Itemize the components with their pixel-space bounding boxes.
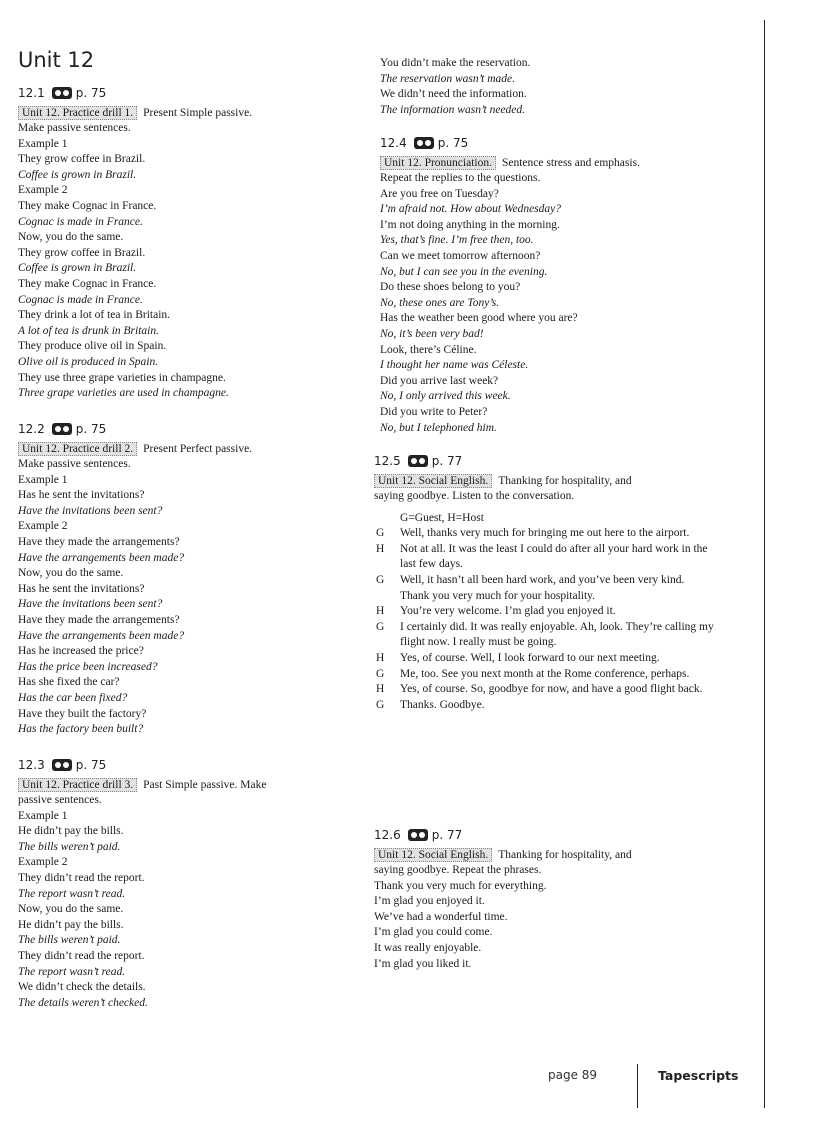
text-line: Yes, that’s fine. I’m free then, too. (380, 234, 534, 247)
text-line: I’m glad you enjoyed it. (374, 895, 485, 908)
page-edge-line (764, 20, 765, 1108)
track-line (374, 847, 714, 863)
text-line: Have they built the factory? (18, 707, 147, 720)
text-line: I’m not doing anything in the morning. (380, 218, 560, 231)
dialogue-turn (374, 682, 714, 698)
section-12-3-continued (380, 56, 720, 118)
text-line: They produce olive oil in Spain. (18, 340, 167, 353)
dialogue-turn (374, 651, 714, 667)
track-description: Present Perfect passive. (143, 443, 253, 455)
section-number: 12.2 (18, 422, 45, 436)
speaker-text: I certainly did. It was really enjoyable. Ah, look. They’re calling my flight now. I really must be going. (400, 620, 714, 649)
text-line: Now, you do the same. (18, 231, 124, 244)
track-line (18, 441, 358, 457)
dialogue-turn (374, 667, 714, 683)
text-line: He didn’t pay the bills. (18, 825, 124, 838)
speaker-text: Thanks. Goodbye. (400, 698, 485, 711)
footer-divider (637, 1064, 638, 1108)
text-line: He didn’t pay the bills. (18, 918, 124, 931)
page-number: page 89 (548, 1068, 598, 1082)
dialogue-turn (374, 573, 714, 604)
text-line: The report wasn’t read. (18, 965, 126, 978)
section-heading (18, 420, 358, 438)
text-line: They make Cognac in France. (18, 199, 157, 212)
text-line: Have the arrangements been made? (18, 551, 185, 564)
text-line: Cognac is made in France. (18, 293, 143, 306)
text-line: Have they made the arrangements? (18, 613, 180, 626)
text-line: Now, you do the same. (18, 567, 124, 580)
speaker-text: Yes, of course. So, goodbye for now, and have a good flight back. (400, 683, 703, 696)
text-line: I thought her name was Céleste. (380, 359, 529, 372)
text-line: Have the invitations been sent? (18, 598, 163, 611)
cd-icon (52, 87, 72, 99)
section-heading (380, 134, 720, 152)
footer-title: Tapescripts (658, 1068, 739, 1083)
text-line: Example 1 (18, 137, 68, 150)
dialogue-turn (374, 542, 714, 573)
track-label: Unit 12. Practice drill 1. (18, 106, 137, 120)
text-line: The details weren’t checked. (18, 996, 148, 1009)
track-description: Thanking for hospitality, and (498, 849, 632, 861)
track-label: Unit 12. Social English. (374, 474, 492, 488)
text-line: They didn’t read the report. (18, 949, 145, 962)
text-line: They use three grape varieties in champagne. (18, 371, 226, 384)
track-description-cont: passive sentences. (18, 794, 102, 806)
dialogue (374, 526, 714, 713)
track-description: Thanking for hospitality, and (498, 475, 632, 487)
text-line: We didn’t need the information. (380, 88, 527, 101)
text-line: Did you write to Peter? (380, 405, 488, 418)
text-line: We’ve had a wonderful time. (374, 910, 508, 923)
page-ref: p. 75 (75, 422, 107, 436)
text-line: Olive oil is produced in Spain. (18, 355, 159, 368)
text-line: No, these ones are Tony’s. (380, 296, 500, 309)
section-heading (18, 756, 358, 774)
unit-title: Unit 12 (18, 48, 95, 72)
speaker-text: Not at all. It was the least I could do after all your hard work in the last few days. (400, 542, 708, 571)
text-line: Has the weather been good where you are? (380, 312, 578, 325)
section-body (18, 121, 358, 402)
text-line: Example 2 (18, 520, 68, 533)
dialogue-turn (374, 526, 714, 542)
cd-icon (414, 137, 434, 149)
cd-icon (52, 759, 72, 771)
text-line: You didn’t make the reservation. (380, 57, 531, 69)
text-line: They drink a lot of tea in Britain. (18, 309, 171, 322)
page-ref: p. 75 (75, 86, 107, 100)
text-line: I’m afraid not. How about Wednesday? (380, 203, 562, 216)
section-heading (374, 826, 714, 844)
speaker-label: G (376, 573, 385, 586)
track-label: Unit 12. Practice drill 2. (18, 442, 137, 456)
track-description: Present Simple passive. (143, 107, 253, 119)
page-ref: p. 77 (431, 454, 463, 468)
text-line: Did you arrive last week? (380, 374, 499, 387)
text-line: Now, you do the same. (18, 903, 124, 916)
speaker-label: H (376, 542, 385, 555)
text-line: No, it’s been very bad! (380, 327, 484, 340)
section-12-3 (18, 756, 358, 1011)
track-description: Sentence stress and emphasis. (501, 157, 640, 169)
text-line: Has he sent the invitations? (18, 489, 145, 502)
text-line: The reservation wasn’t made. (380, 72, 516, 85)
text-line: The bills weren’t paid. (18, 934, 121, 947)
text-line: Example 2 (18, 856, 68, 869)
track-label: Unit 12. Social English. (374, 848, 492, 862)
text-line: They didn’t read the report. (18, 871, 145, 884)
track-line (18, 777, 358, 793)
text-line: Can we meet tomorrow afternoon? (380, 249, 541, 262)
speaker-label: G (376, 620, 385, 633)
speaker-label: G (376, 698, 385, 711)
text-line: No, I only arrived this week. (380, 390, 511, 403)
page-ref: p. 75 (75, 758, 107, 772)
section-number: 12.1 (18, 86, 45, 100)
text-line: Example 1 (18, 809, 68, 822)
text-line: Coffee is grown in Brazil. (18, 168, 137, 181)
section-number: 12.6 (374, 828, 401, 842)
page-ref: p. 75 (437, 136, 469, 150)
speaker-label: H (376, 651, 385, 664)
text-line: Has the factory been built? (18, 723, 144, 736)
text-line: Has she fixed the car? (18, 676, 120, 689)
speaker-label: G (376, 667, 385, 680)
section-body (18, 457, 358, 738)
text-line: Do these shoes belong to you? (380, 281, 521, 294)
text-line: Has he increased the price? (18, 645, 144, 658)
text-line: We didn’t check the details. (18, 981, 146, 994)
text-line: Are you free on Tuesday? (380, 187, 499, 200)
text-line: The report wasn’t read. (18, 887, 126, 900)
speaker-key: G=Guest, H=Host (400, 511, 484, 524)
text-line: A lot of tea is drunk in Britain. (18, 324, 159, 337)
section-body (380, 56, 720, 118)
text-line: I’m glad you could come. (374, 926, 493, 939)
text-line: Make passive sentences. (18, 458, 131, 470)
text-line: No, but I telephoned him. (380, 421, 497, 434)
cd-icon (408, 829, 428, 841)
text-line: No, but I can see you in the evening. (380, 265, 548, 278)
cd-icon (408, 455, 428, 467)
track-line (18, 105, 358, 121)
text-line: Repeat the replies to the questions. (380, 172, 541, 184)
speaker-text: Yes, of course. Well, I look forward to our next meeting. (400, 651, 660, 664)
section-number: 12.5 (374, 454, 401, 468)
speaker-label: H (376, 683, 385, 696)
track-line (374, 473, 714, 489)
text-line: Make passive sentences. (18, 122, 131, 134)
text-line: Has he sent the invitations? (18, 582, 145, 595)
text-line: They grow coffee in Brazil. (18, 153, 146, 166)
text-line: Coffee is grown in Brazil. (18, 262, 137, 275)
text-line: The bills weren’t paid. (18, 840, 121, 853)
dialogue-turn (374, 698, 714, 714)
text-line: Have the arrangements been made? (18, 629, 185, 642)
speaker-text: Me, too. See you next month at the Rome conference, perhaps. (400, 667, 690, 680)
speaker-label: G (376, 527, 385, 540)
text-line: Have they made the arrangements? (18, 535, 180, 548)
section-heading (374, 452, 714, 470)
speaker-text: Well, thanks very much for bringing me out here to the airport. (400, 527, 690, 540)
text-line: The information wasn’t needed. (380, 103, 526, 116)
speaker-label: H (376, 605, 385, 618)
text-line: Cognac is made in France. (18, 215, 143, 228)
section-heading (18, 84, 358, 102)
section-body (18, 809, 358, 1012)
section-body (374, 879, 714, 973)
dialogue-turn (374, 604, 714, 620)
speaker-text: Well, it hasn’t all been hard work, and you’ve been very kind. Thank you very much for your hospitality. (400, 573, 685, 602)
track-label: Unit 12. Practice drill 3. (18, 778, 137, 792)
section-12-2 (18, 420, 358, 738)
text-line: Has the price been increased? (18, 660, 158, 673)
cd-icon (52, 423, 72, 435)
track-line (380, 155, 720, 171)
dialogue-turn (374, 620, 714, 651)
section-number: 12.4 (380, 136, 407, 150)
text-line: Has the car been fixed? (18, 691, 128, 704)
text-line: Look, there’s Céline. (380, 343, 477, 356)
page-ref: p. 77 (431, 828, 463, 842)
text-line: It was really enjoyable. (374, 941, 482, 954)
section-12-6 (374, 826, 714, 972)
text-line: They grow coffee in Brazil. (18, 246, 146, 259)
section-12-1 (18, 84, 358, 402)
text-line: Three grape varieties are used in champagne. (18, 387, 229, 400)
track-label: Unit 12. Pronunciation. (380, 156, 496, 170)
track-description-cont: saying goodbye. Repeat the phrases. (374, 864, 542, 876)
section-number: 12.3 (18, 758, 45, 772)
section-12-4 (380, 134, 720, 436)
track-description: Past Simple passive. Make (143, 779, 267, 791)
text-line: Have the invitations been sent? (18, 504, 163, 517)
section-body (380, 171, 720, 436)
text-line: Thank you very much for everything. (374, 879, 547, 892)
section-12-5 (374, 452, 714, 713)
speaker-text: You’re very welcome. I’m glad you enjoyed it. (400, 605, 616, 618)
text-line: Example 2 (18, 184, 68, 197)
text-line: They make Cognac in France. (18, 277, 157, 290)
track-description-cont: saying goodbye. Listen to the conversation. (374, 490, 575, 502)
text-line: I’m glad you liked it. (374, 957, 472, 970)
text-line: Example 1 (18, 473, 68, 486)
